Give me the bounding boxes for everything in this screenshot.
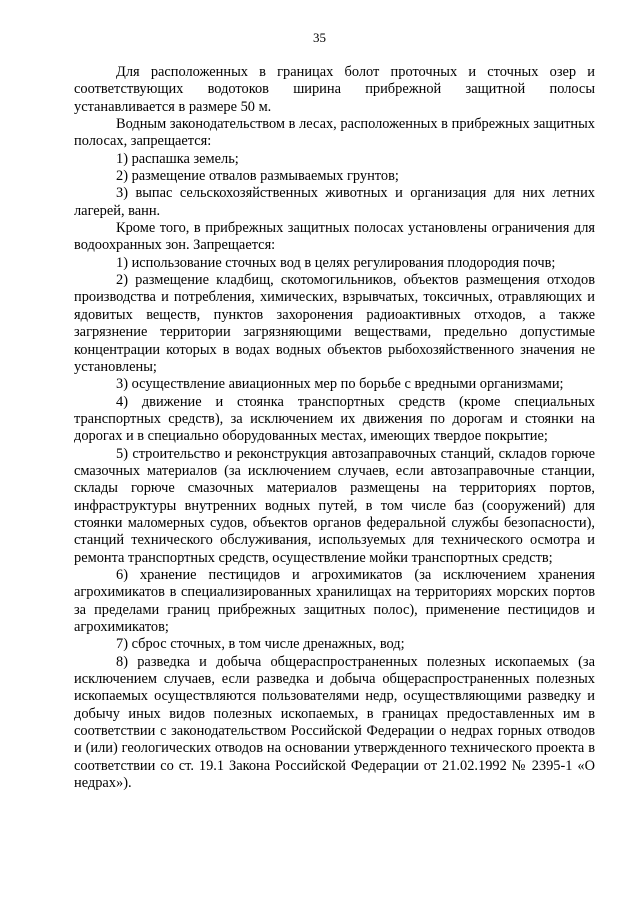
list-item-soil-dumps: 2) размещение отвалов размываемых грунтов; [116, 168, 399, 185]
list-item-wastewater-use: 1) использование сточных вод в целях регулирования плодородия почв; [116, 254, 556, 271]
paragraph-swamp-lakes: Для расположенных в границах болот проточных и сточных озер и соответствующих водотоков ширина прибрежной защитной полосы устанавливается в размере 50 м. [74, 64, 595, 115]
list-item-fuel-stations: 5) строительство и реконструкция автозаправочных станций, складов горюче смазочных материалов (за исключением случаев, если автозаправочные станции, склады горюче смазочных материалов размещены на территориях портов, инфраструктуры внутренних водных путей, в том числе баз (сооружений) для стоянки маломерных судов, объектов органов федеральной службы безопасности), станций технического обслуживания, используемых для технического осмотра и ремонта транспортных средств, осуществление мойки транспортных средств; [74, 445, 595, 566]
list-item-cemeteries-waste: 2) размещение кладбищ, скотомогильников, объектов размещения отходов производства и потребления, химических, взрывчатых, токсичных, отравляющих и ядовитых веществ, пунктов захоронения радиоактивных отходов, а также загрязнение территории загрязняющими веществами, предельно допустимые концентрации которых в водах водных объектов рыбохозяйственного значения не установлены; [74, 272, 595, 375]
list-item-mineral-extraction: 8) разведка и добыча общераспространенных полезных ископаемых (за исключением случаев, если разведка и добыча общераспространенных полезных ископаемых осуществляются пользователями недр, осуществляющими разведку и добычу иных видов полезных ископаемых, в границах предоставленных им в соответствии с законодательством Российской Федерации о недрах горных отводов и (или) геологических отводов на основании утвержденного технического проекта в соответствии со ст. 19.1 Закона Российской Федерации от 21.02.1992 № 2395-1 «О недрах»). [74, 653, 595, 792]
list-item-pesticides: 6) хранение пестицидов и агрохимикатов (за исключением хранения агрохимикатов в специализированных хранилищах на территориях морских портов за пределами границ прибрежных защитных полос), применение пестицидов и агрохимикатов; [74, 566, 595, 635]
list-item-plowing: 1) распашка земель; [116, 150, 239, 167]
paragraph-forest-prohibitions-intro: Водным законодательством в лесах, расположенных в прибрежных защитных полосах, запрещается: [74, 116, 595, 150]
paragraph-water-zone-restrictions-intro: Кроме того, в прибрежных защитных полосах установлены ограничения для водоохранных зон. Запрещается: [74, 220, 595, 254]
list-item-drainage-discharge: 7) сброс сточных, в том числе дренажных, вод; [116, 636, 405, 653]
list-item-vehicle-movement: 4) движение и стоянка транспортных средств (кроме специальных транспортных средств), за исключением их движения по дорогам и стоянки на дорогах и в специально оборудованных местах, имеющих твердое покрытие; [74, 393, 595, 445]
list-item-grazing: 3) выпас сельскохозяйственных животных и организация для них летних лагерей, ванн. [74, 185, 595, 219]
list-item-aviation-measures: 3) осуществление авиационных мер по борьбе с вредными организмами; [116, 376, 564, 393]
document-body [74, 64, 595, 792]
page-number: 35 [313, 30, 326, 45]
